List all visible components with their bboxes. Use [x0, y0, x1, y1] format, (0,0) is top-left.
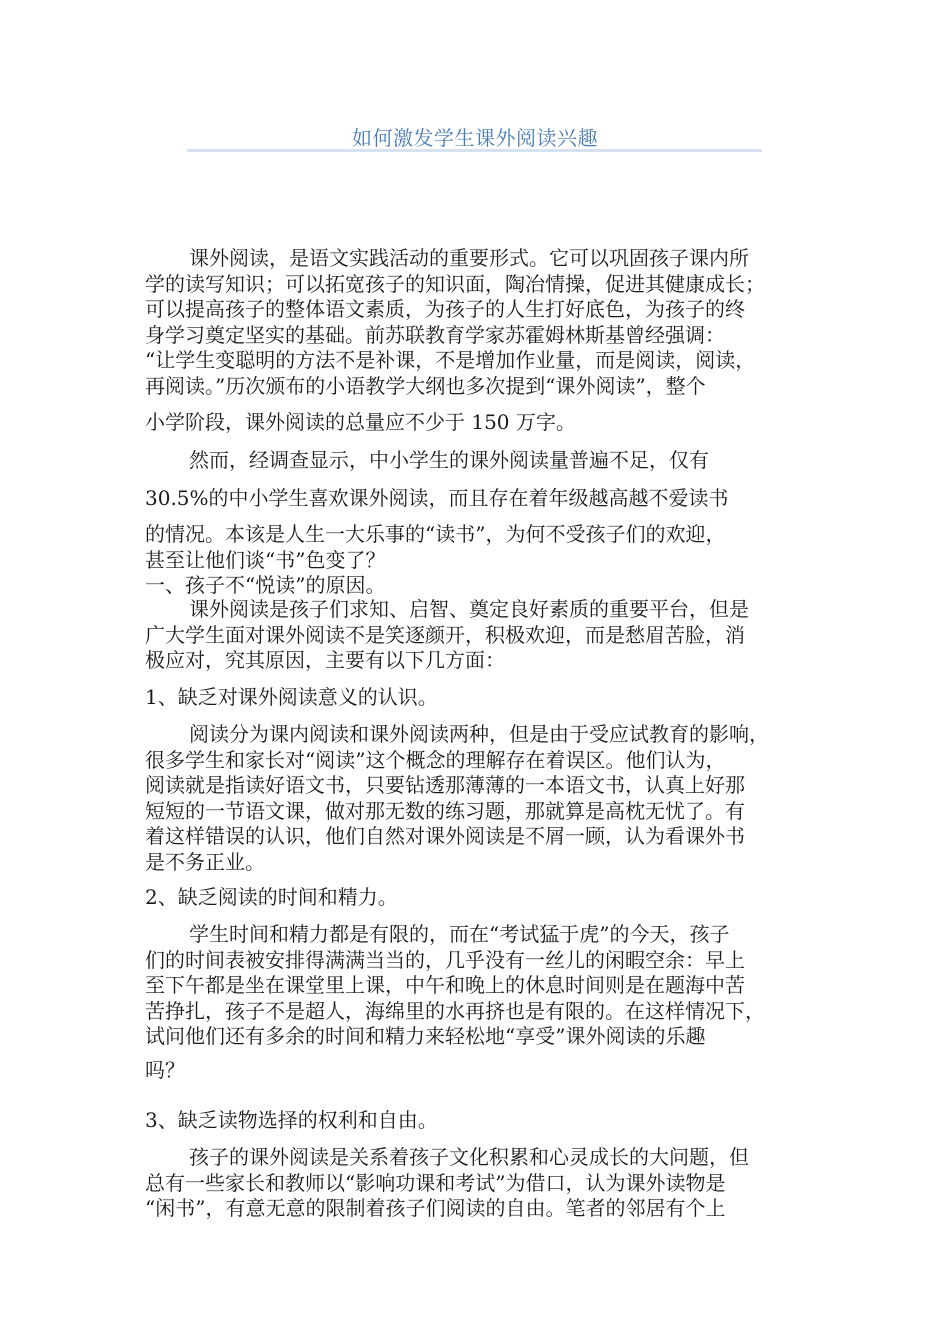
paragraph-line: 身学习奠定坚实的基础。前苏联教育学家苏霍姆林斯基曾经强调：	[145, 322, 725, 347]
paragraph-line: 小学阶段，课外阅读的总量应不少于 150 万字。	[145, 410, 576, 434]
paragraph-line: 试问他们还有多余的时间和精力来轻松地“享受”课外阅读的乐趣	[145, 1024, 706, 1048]
paragraph-line: 很多学生和家长对“阅读”这个概念的理解存在着误区。他们认为，	[145, 747, 726, 772]
paragraph-line: 们的时间表被安排得满满当当的，几乎没有一丝儿的闲暇空余：早上	[145, 947, 745, 972]
paragraph-line: 短短的一节语文课，做对那无数的练习题，那就算是高枕无忧了。有	[145, 798, 745, 823]
paragraph-line: 至下午都是坐在课堂里上课，中午和晚上的休息时间则是在题海中苦	[145, 973, 745, 997]
paragraph-line: 苦挣扎，孩子不是超人，海绵里的水再挤也是有限的。在这样情况下，	[145, 998, 765, 1023]
subheading-text: 2、缺乏阅读的时间和精力。	[145, 885, 398, 909]
paragraph-reason-3	[145, 1145, 815, 1222]
paragraph-line: 再阅读。”历次颁布的小语教学大纲也多次提到“课外阅读”，整个	[145, 373, 706, 398]
paragraph-line: 阅读分为课内阅读和课外阅读两种，但是由于受应试教育的影响，	[189, 722, 769, 746]
paragraph-line: 广大学生面对课外阅读不是笑逐颜开，积极欢迎，而是愁眉苦脸，消	[145, 622, 745, 647]
paragraph-reason-1	[145, 722, 815, 875]
document-title: 如何激发学生课外阅读兴趣	[352, 126, 598, 150]
paragraph-survey-end	[145, 522, 815, 599]
paragraph-survey-stat	[145, 486, 815, 512]
subheading-3	[145, 1108, 815, 1134]
subheading-text: 1、缺乏对课外阅读意义的认识。	[145, 685, 438, 709]
paragraph-line: 可以提高孩子的整体语文素质，为孩子的人生打好底色，为孩子的终	[145, 297, 745, 321]
paragraph-survey	[145, 448, 815, 474]
subheading-1	[145, 685, 815, 711]
section-heading: 一、孩子不“悦读”的原因。	[145, 573, 386, 597]
paragraph-line: 30.5%的中小学生喜欢课外阅读，而且存在着年级越高越不爱读书	[145, 486, 729, 510]
paragraph-line: 甚至让他们谈“书”色变了？	[145, 547, 386, 572]
paragraph-line: 阅读就是指读好语文书，只要钻透那薄薄的一本语文书，认真上好那	[145, 773, 745, 797]
paragraph-reason-2	[145, 922, 815, 1050]
paragraph-line: 学的读写知识；可以拓宽孩子的知识面，陶冶情操，促进其健康成长；	[145, 271, 765, 296]
paragraph-intro-end	[145, 410, 815, 436]
paragraph-line: 的情况。本该是人生一大乐事的“读书”，为何不受孩子们的欢迎，	[145, 522, 726, 546]
paragraph-line: 着这样错误的认识，他们自然对课外阅读是不屑一顾，认为看课外书	[145, 824, 745, 848]
paragraph-intro	[145, 246, 815, 399]
paragraph-line: 吗？	[145, 1058, 185, 1082]
paragraph-reason-2-end	[145, 1058, 815, 1084]
paragraph-line: 然而，经调查显示，中小学生的课外阅读量普遍不足，仅有	[189, 448, 709, 472]
paragraph-line: “闲书”，有意无意的限制着孩子们阅读的自由。笔者的邻居有个上	[145, 1196, 726, 1220]
paragraph-line: 课外阅读，是语文实践活动的重要形式。它可以巩固孩子课内所	[189, 246, 749, 270]
paragraph-line: 学生时间和精力都是有限的，而在“考试猛于虎”的今天，孩子	[189, 922, 730, 946]
paragraph-line: 是不务正业。	[145, 849, 265, 874]
paragraph-line: 课外阅读是孩子们求知、启智、奠定良好素质的重要平台，但是	[189, 597, 749, 621]
subheading-2	[145, 885, 815, 911]
paragraph-line: “让学生变聪明的方法不是补课，不是增加作业量，而是阅读，阅读，	[145, 348, 756, 372]
paragraph-line: 孩子的课外阅读是关系着孩子文化积累和心灵成长的大问题，但	[189, 1145, 749, 1169]
subheading-text: 3、缺乏读物选择的权利和自由。	[145, 1108, 438, 1132]
paragraph-line: 总有一些家长和教师以“影响功课和考试”为借口，认为课外读物是	[145, 1170, 726, 1195]
paragraph-reasons-intro	[145, 597, 815, 674]
paragraph-line: 极应对，究其原因，主要有以下几方面：	[145, 648, 505, 672]
title-underline	[187, 149, 762, 152]
